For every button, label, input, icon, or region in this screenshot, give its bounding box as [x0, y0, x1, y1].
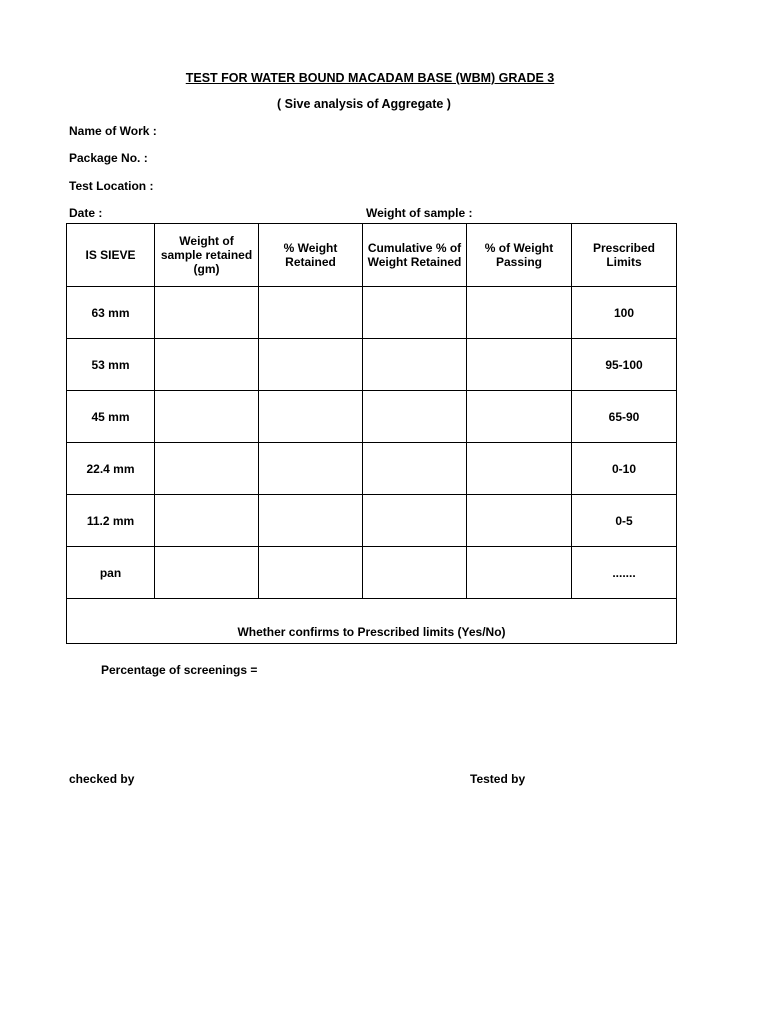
conformance-statement: Whether confirms to Prescribed limits (Yes/No) — [67, 599, 677, 644]
cumulative-percent-cell[interactable] — [363, 391, 467, 443]
sieve-size-cell: 63 mm — [67, 287, 155, 339]
tested-by-label: Tested by — [470, 772, 526, 786]
cumulative-percent-cell[interactable] — [363, 495, 467, 547]
table-row — [67, 495, 677, 547]
prescribed-limits-cell: 65-90 — [572, 391, 677, 443]
header-cumulative-percent: Cumulative % of Weight Retained — [363, 224, 467, 287]
table-row — [67, 287, 677, 339]
header-percent-passing: % of Weight Passing — [467, 224, 572, 287]
table-row — [67, 391, 677, 443]
prescribed-limits-cell: 95-100 — [572, 339, 677, 391]
prescribed-limits-cell: 0-10 — [572, 443, 677, 495]
header-prescribed-limits: Prescribed Limits — [572, 224, 677, 287]
date-label: Date : — [69, 206, 103, 220]
table-row — [67, 339, 677, 391]
percent-passing-cell[interactable] — [467, 495, 572, 547]
percent-retained-cell[interactable] — [259, 443, 363, 495]
test-location-label: Test Location : — [69, 179, 154, 193]
weight-retained-cell[interactable] — [155, 339, 259, 391]
cumulative-percent-cell[interactable] — [363, 547, 467, 599]
prescribed-limits-cell: ....... — [572, 547, 677, 599]
sieve-analysis-table — [66, 223, 677, 644]
weight-retained-cell[interactable] — [155, 547, 259, 599]
cumulative-percent-cell[interactable] — [363, 443, 467, 495]
package-no-label: Package No. : — [69, 151, 148, 165]
percentage-of-screenings-label: Percentage of screenings = — [101, 663, 258, 677]
cumulative-percent-cell[interactable] — [363, 339, 467, 391]
percent-passing-cell[interactable] — [467, 547, 572, 599]
weight-of-sample-label: Weight of sample : — [366, 206, 473, 220]
sieve-size-cell: 45 mm — [67, 391, 155, 443]
prescribed-limits-cell: 100 — [572, 287, 677, 339]
table-header-row — [67, 224, 677, 287]
document-title: TEST FOR WATER BOUND MACADAM BASE (WBM) GRADE 3 — [185, 71, 555, 85]
percent-passing-cell[interactable] — [467, 339, 572, 391]
percent-retained-cell[interactable] — [259, 391, 363, 443]
header-weight-retained-gm: Weight of sample retained (gm) — [155, 224, 259, 287]
table-row — [67, 443, 677, 495]
weight-retained-cell[interactable] — [155, 391, 259, 443]
sieve-size-cell: pan — [67, 547, 155, 599]
document-subtitle: ( Sive analysis of Aggregate ) — [277, 97, 451, 111]
header-is-sieve: IS SIEVE — [67, 224, 155, 287]
sieve-size-cell: 22.4 mm — [67, 443, 155, 495]
table-row — [67, 547, 677, 599]
percent-passing-cell[interactable] — [467, 443, 572, 495]
sieve-size-cell: 53 mm — [67, 339, 155, 391]
prescribed-limits-cell: 0-5 — [572, 495, 677, 547]
percent-passing-cell[interactable] — [467, 391, 572, 443]
weight-retained-cell[interactable] — [155, 495, 259, 547]
table-footer-row — [67, 599, 677, 644]
percent-retained-cell[interactable] — [259, 287, 363, 339]
header-percent-weight-retained: % Weight Retained — [259, 224, 363, 287]
cumulative-percent-cell[interactable] — [363, 287, 467, 339]
name-of-work-label: Name of Work : — [69, 124, 157, 138]
weight-retained-cell[interactable] — [155, 443, 259, 495]
percent-retained-cell[interactable] — [259, 339, 363, 391]
weight-retained-cell[interactable] — [155, 287, 259, 339]
percent-retained-cell[interactable] — [259, 547, 363, 599]
checked-by-label: checked by — [69, 772, 135, 786]
percent-passing-cell[interactable] — [467, 287, 572, 339]
percent-retained-cell[interactable] — [259, 495, 363, 547]
sieve-size-cell: 11.2 mm — [67, 495, 155, 547]
